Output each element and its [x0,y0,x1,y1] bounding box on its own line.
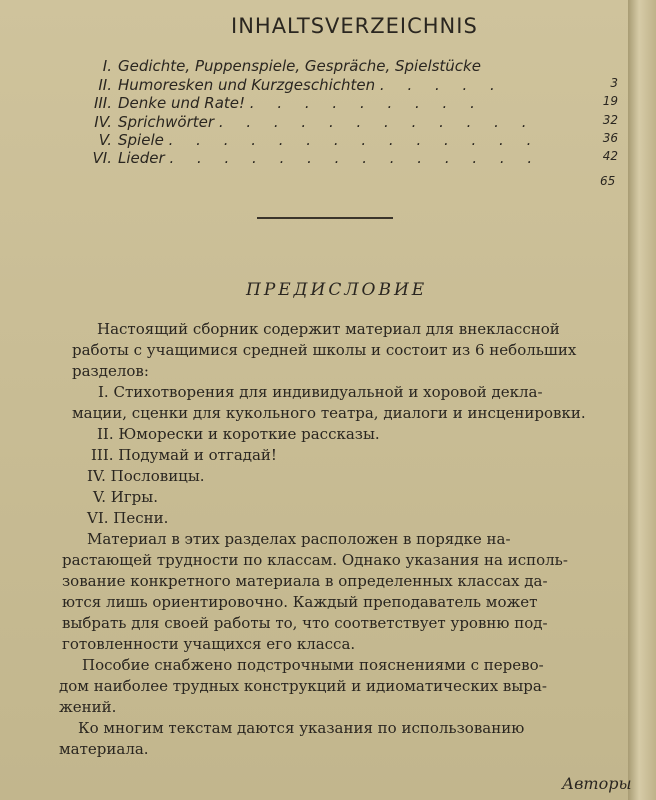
preface-title: ПРЕДИСЛОВИЕ [246,280,428,300]
toc-entry-page: 19 [602,94,618,108]
preface-line: Настоящий сборник содержит материал для внеклассной [97,320,560,338]
toc-entry-page: 3 [610,76,618,90]
toc-entry-page: 65 [600,174,616,188]
preface-line: разделов: [72,362,149,380]
toc-entry-label: Sprichwörter [118,113,215,131]
preface-line: материала. [59,740,149,758]
preface-line: зование конкретного материала в определенных классах да- [62,572,548,590]
toc-entry-number: VI. [92,149,112,167]
toc-entry: IV. Sprichwörter . . . . . . . . . . . . 32 [78,113,618,131]
toc-entry-number: V. [98,131,112,149]
toc-entry-page: 42 [602,149,618,163]
preface-line: I. Стихотворения для индивидуальной и хоровой декла- [98,383,543,401]
preface-line: Пособие снабжено подстрочными пояснениями с перево- [82,656,544,674]
preface-line: VI. Песни. [87,509,169,527]
toc-entry-label: Spiele [118,131,164,149]
preface-line: работы с учащимися средней школы и состоит из 6 небольших [72,341,577,359]
toc-entry-page: 32 [602,113,618,127]
toc-title: INHALTSVERZEICHNIS [231,14,478,38]
toc-entry-label: Humoresken und Kurzgeschichten [118,76,376,94]
toc-entry-label: Gedichte, Puppenspiele, Gespräche, Spielstücke [118,57,481,75]
toc-entry: II. Humoresken und Kurzgeschichten . . . . . 3 [78,76,618,94]
preface-line: Ко многим текстам даются указания по использованию [78,719,525,737]
preface-line: ются лишь ориентировочно. Каждый преподаватель может [62,593,538,611]
preface-signature: Авторы [562,774,632,793]
toc-entry-page: 36 [602,131,618,145]
preface-line: мации, сценки для кукольного театра, диалоги и инсценировки. [72,404,586,422]
preface-line: Материал в этих разделах расположен в порядке на- [87,530,511,548]
preface-line: III. Подумай и отгадай! [91,446,277,464]
toc-entry-label: Denke und Rate! [118,94,246,112]
preface-line: растающей трудности по классам. Однако указания на исполь- [62,551,568,569]
toc-entry [78,57,618,75]
preface-line: готовленности учащихся его класса. [62,635,356,653]
preface-line: IV. Пословицы. [87,467,205,485]
preface-line: V. Игры. [93,488,158,506]
preface-line: выбрать для своей работы то, что соответствует уровню под- [62,614,548,632]
preface-line: дом наиболее трудных конструкций и идиоматических выра- [59,677,547,695]
toc-entry-number: IV. [94,113,112,131]
toc-entry-number: I. [102,57,112,75]
section-divider [257,217,393,219]
toc-entry: VI. Lieder . . . . . . . . . . . . . . 42 [78,149,618,167]
preface-line: II. Юморески и короткие рассказы. [97,425,380,443]
toc-entry: III. Denke und Rate! . . . . . . . . . 19 [78,94,618,112]
preface-line: жений. [59,698,117,716]
toc-entry-label: Lieder [118,149,165,167]
toc-entry: V. Spiele . . . . . . . . . . . . . . 36 [78,131,618,149]
toc-entry-number: II. [98,76,112,94]
toc-entry-number: III. [93,94,112,112]
page-edge [628,0,656,800]
